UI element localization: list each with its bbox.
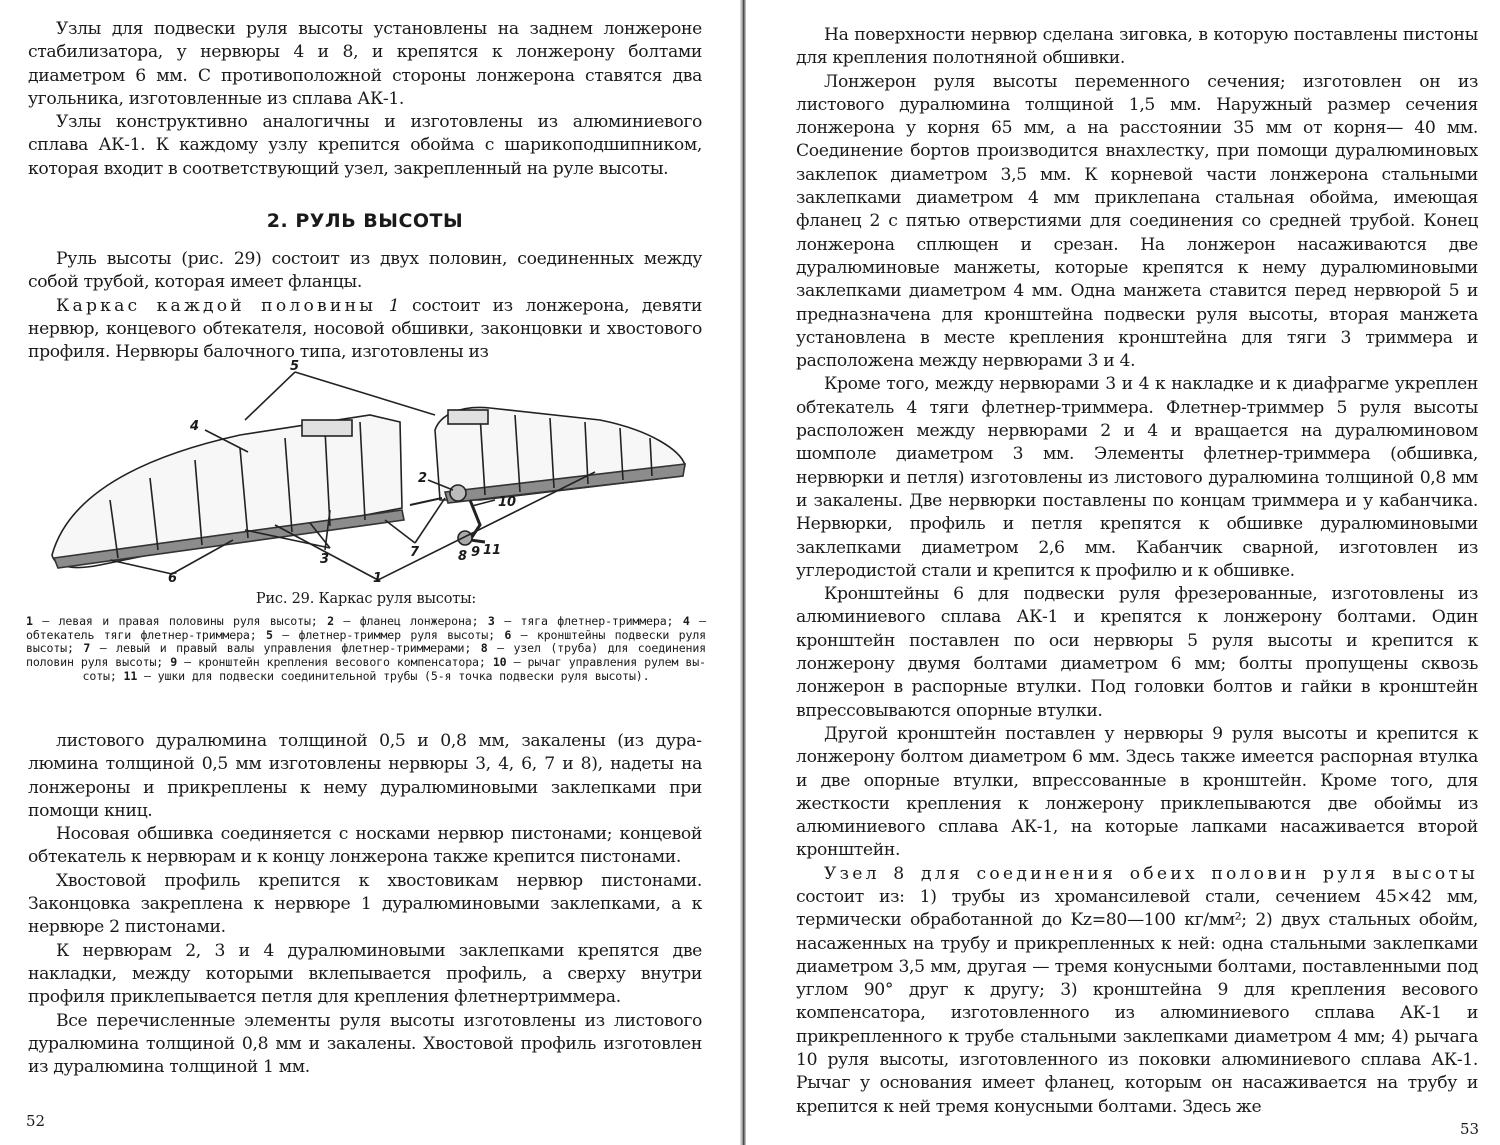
paragraph: Все перечисленные элементы руля высоты изготовлены из листового дуралюмина толщиной 0,8 мм и закалены. Хвостовой профиль изготовлен из дуралюмина толщиной 1 мм. [28,1010,702,1078]
callout-2: 2 [418,471,428,486]
legend-text: — обтекатель тяги флетнер-триммера; [26,614,706,642]
right-page [746,0,1500,1145]
right-text [796,24,1478,1119]
legend-number: 9 [170,655,178,670]
page-number: 52 [26,1112,46,1130]
left-top-text [28,18,702,181]
callout-8: 8 [458,549,468,564]
elevator-frame-drawing [40,360,700,585]
paragraph-rest: состоит из: 1) трубы из хромансилевой стали, сечением 45×42 мм, термически обработанной до Kz=80—100 кг/мм²; 2) двух стальных обойм, насаженных на трубу и прикрепленных к ней: одна стальными заклепками диаметром 3,5 мм, другая — тремя конусными болтами, поставленными под углом 90° друг к другу; 3) кронштейна 9 для крепления весового компенсатора, изготовленного из алюминиевого сплава АК-1 и прикрепленного к трубе стальными заклепками диаметром 4 мм; 4) рычага 10 руля высоты, изготовленного из поковки алюминиевого сплава АК-1. Рычаг у основания имеет фланец, которым он насаживается на трубу и крепится к ней тремя конусными болтами. Здесь же [796,886,1478,1117]
callout-7: 7 [410,545,420,560]
callout-10: 10 [498,495,517,510]
legend-text: — рычаг управления рулем высоты; [82,655,707,683]
legend-number: 7 [83,641,91,656]
section [28,210,702,232]
paragraph: Другой кронштейн поставлен у нервюры 9 руля высоты и крепится к лонжерону болтом диаметром 6 мм. Здесь также имеется распорная втулка и две опорные втулки, впрессованные в кронштейн. Кроме того, для жесткости крепления к лонжерону приклепываются две обоймы из алюминиевого сплава АК-1, на которые лапками насаживается второй кронштейн. [796,723,1478,861]
spaced-lead: Каркас каждой половины [56,295,377,316]
figure-caption [26,588,706,683]
callout-1: 1 [373,571,383,585]
figure-legend [26,615,706,683]
callout-6: 6 [168,571,178,585]
paragraph: Узлы для подвески руля высоты установлены на заднем лонжероне стабилизатора, у нервюры 4 и 8, и крепятся к лонжерону болтами диаметром 6 мм. С противоположной стороны лонжерона ставятся два угольника, изготовленные из сплава АК-1. [28,19,702,109]
paragraph: На поверхности нервюр сделана зиговка, в которую поставлены пистоны для крепления полотняной обшивки. [796,25,1478,69]
legend-number: 4 [682,614,690,629]
figure-title: Рис. 29. Каркас руля высоты: [255,591,477,607]
legend-text: — кронштейн крепления весового компенсатора; [177,655,493,670]
legend-text: — тяга флетнер-триммера; [494,614,683,629]
legend-text: — левый и правый валы управления флетнер-триммерами; [90,641,481,656]
paragraph: Руль высоты (рис. 29) состоит из двух половин, соединенных между собой трубой, которая имеет фланцы. [28,249,702,293]
paragraph: Носовая обшивка соединяется с носками нервюр пистонами; концевой обтекатель к нервюрам и к концу лонжерона также крепится пистонами. [28,824,702,868]
legend-number: 2 [327,614,334,629]
legend-number: 10 [492,655,507,670]
legend-text: — узел (труба) для соединения половин руля высоты; [26,641,707,670]
legend-number: 11 [123,668,138,683]
paragraph [796,863,1478,1119]
paragraph: листового дуралюмина толщиной 0,5 и 0,8 мм, закалены (из дуралюмина толщиной 0,5 мм изготовлены нервюры 3, 4, 6, 7 и 8), надеты на лонжероны и прикреплены к нему дуралюминовыми заклепками при помощи книц. [28,731,702,821]
paragraph: Кроме того, между нервюрами 3 и 4 к накладке и к диафрагме укреплен обтекатель 4 тяги флетнер-триммера. Флетнер-триммер 5 руля высоты расположен между нервюрами 2 и 4 и вращается на дуралюминовом шомполе диаметром 3 мм. Элементы флетнер-триммера (обшивка, нервюрки и петля) изготовлены из листового дуралюмина толщиной 0,8 мм и закалены. Две нервюрки поставлены по концам триммера и у кабанчика. Нервюрки, профиль и петля крепятся к обшивке дуралюминовыми заклепками диаметром 2,6 мм. Кабанчик сварной, изготовлен из углеродистой стали и крепится к профилю и к обшивке. [796,374,1478,581]
legend-text: — флетнер-триммер руля высоты; [272,627,505,642]
paragraph: Кронштейны 6 для подвески руля фрезерованные, изготовлены из алюминиевого сплава АК-1 и крепятся к лонжерону болтами. Один кронштейн поставлен по оси нервюры 5 руля высоты и крепится к лонжерону двумя болтами диаметром 6 мм; болты пропущены сквозь лонжерон в распорные втулки. Под головки болтов и гайки в кронштейн впрессовываются опорные втулки. [796,584,1478,721]
paragraph [28,295,702,365]
legend-text: — левая и правая половины руля высоты; [32,614,328,629]
left-intro-text [28,248,702,364]
left-bottom-text [28,730,702,1079]
callout-9: 9 [471,545,481,560]
legend-text: — фланец лонжерона; [333,614,488,629]
callout-3: 3 [320,552,330,567]
legend-number: 5 [266,627,273,642]
callout-4: 4 [190,419,200,434]
paragraph: Хвостовой профиль крепится к хвостовикам нервюр пистонами. Законцовка закреплена к нервюре 1 дуралюминовыми заклепками, а к нервюре 2 пистонами. [28,870,702,938]
section-heading: 2. РУЛЬ ВЫСОТЫ [266,210,464,232]
paragraph: Узлы конструктивно аналогичны и изготовлены из алюминиевого сплава АК-1. К каждому узлу крепится обойма с шарикоподшипником, которая входит в соответствующий узел, закрепленный на руле высоты. [28,112,702,179]
legend-text: — кронштейны подвески руля высоты; [26,627,706,656]
legend-text: — ушки для подвески соединительной трубы (5-я точка подвески руля высоты). [137,668,650,683]
paragraph: Лонжерон руля высоты переменного сечения; изготовлен он из листового дуралюмина толщиной 1,5 мм. Наружный размер сечения лонжерона у корня 65 мм, а на расстоянии 35 мм от корня— 40 мм. Соединение бортов производится внахлестку, при помощи дуралюминовых заклепок диаметром 3,5 мм. К корневой части лонжерона стальными заклепками диаметром 4 мм приклепана стальная обойма, имеющая фланец 2 с пятью отверстиями для соединения со средней трубой. Конец лонжерона сплющен и срезан. На лонжерон насаживаются две дуралюминовые манжеты, которые крепятся к нему дуралюминовыми заклепками диаметром 4 мм. Одна манжета ставится перед нервюрой 5 и предназначена для кронштейна подвески руля высоты, вторая манжета установлена в месте крепления кронштейна для тяги 3 триммера и расположена между нервюрами 3 и 4. [796,71,1478,372]
figure-29-illustration [40,360,700,585]
page-number: 53 [1460,1120,1480,1138]
callout-5: 5 [290,360,300,374]
left-page [0,0,742,1145]
legend-number: 3 [487,614,495,629]
paragraph-rest: состоит из лонжерона, девяти нервюр, концевого обтекателя, носовой обшивки, законцовки и хвостового профиля. Нервюры балочного типа, изготовлены из [28,295,702,363]
paragraph: К нервюрам 2, 3 и 4 дуралюминовыми заклепками крепятся две накладки, между которыми вклепывается профиль, а сверху внутри профиля приклепывается петля для крепления флетнертриммера. [28,940,702,1008]
legend-number: 6 [504,627,512,642]
spaced-lead: Узел 8 для соединения обеих половин руля высоты [824,863,1478,884]
callout-11: 11 [483,543,502,558]
legend-number: 1 [26,614,33,629]
legend-number: 8 [480,641,488,656]
ref-number: 1 [388,295,400,316]
